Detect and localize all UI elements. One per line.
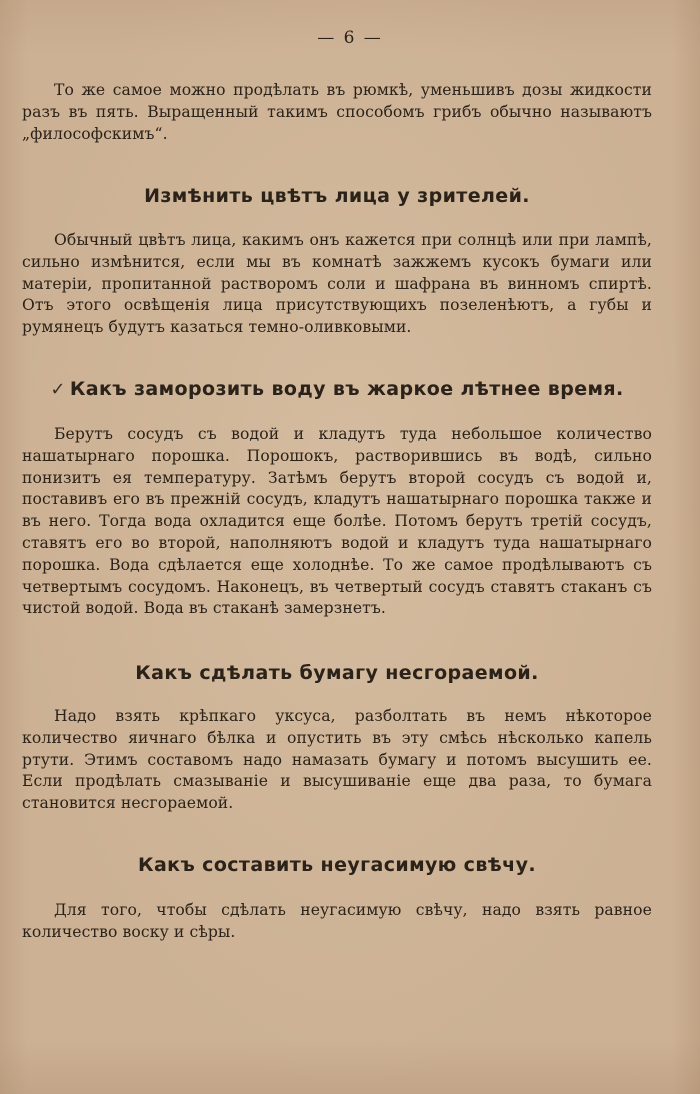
section-paragraph: Надо взять крѣпкаго уксуса, разболтать въ немъ нѣкоторое количество яичнаго бѣлка и опустить въ эту смѣсь нѣсколько капель ртути. Этимъ составомъ надо намазать бумагу и потомъ высушить ее. Если продѣлать смазываніе и высушиваніе еще два раза, то бумага становится несгораемой. [22,707,652,813]
section-heading-text: Какъ заморозить воду въ жаркое лѣтнее время. [69,378,624,400]
section-inextinguishable-candle-body [22,900,652,944]
section-change-face-color-body [22,230,652,339]
section-inextinguishable-candle [22,854,652,876]
section-paragraph: Для того, чтобы сдѣлать неугасимую свѣчу, надо взять равное количество воску и сѣры. [22,901,652,941]
intro-paragraph: То же самое можно продѣлать въ рюмкѣ, уменьшивъ дозы жидкости разъ въ пять. Выращенный такимъ способомъ грибъ обычно называютъ „философскимъ“. [22,81,652,143]
section-freeze-water-body [22,424,652,620]
intro-block [22,80,652,145]
section-paragraph: Берутъ сосудъ съ водой и кладутъ туда небольшое количество нашатырнаго порошка. Порошокъ, растворившись въ водѣ, сильно понизитъ ея температуру. Затѣмъ берутъ второй сосудъ съ водой и, поставивъ его въ прежній сосудъ, кладутъ нашатырнаго порошка также и въ него. Тогда вода охладится еще болѣе. Потомъ берутъ третій сосудъ, ставятъ его во второй, наполняютъ водой и кладутъ туда нашатырнаго порошка. Вода сдѣлается еще холоднѣе. То же самое продѣлываютъ съ четвертымъ сосудомъ. Наконецъ, въ четвертый сосудъ ставятъ стаканъ съ чистой водой. Вода въ стаканѣ замерзнетъ. [22,425,652,618]
section-paragraph: Обычный цвѣтъ лица, какимъ онъ кажется при солнцѣ или при лампѣ, сильно измѣнится, если мы въ комнатѣ зажжемъ кусокъ бумаги или матеріи, пропитанной растворомъ соли и шафрана въ винномъ спиртѣ. Отъ этого освѣщенія лица присутствующихъ позеленѣютъ, а губы и румянецъ будутъ казаться темно-оливковыми. [22,231,652,337]
section-heading [22,378,652,400]
section-fireproof-paper [22,662,652,684]
section-freeze-water [22,378,652,400]
section-change-face-color [22,185,652,207]
page-number: — 6 — [317,28,383,48]
check-mark-icon: ✓ [50,379,66,400]
section-heading: Измѣнить цвѣтъ лица у зрителей. [144,185,530,207]
section-fireproof-paper-body [22,706,652,815]
section-heading: Какъ составить неугасимую свѣчу. [138,854,536,876]
section-heading: Какъ сдѣлать бумагу несгораемой. [135,662,539,684]
